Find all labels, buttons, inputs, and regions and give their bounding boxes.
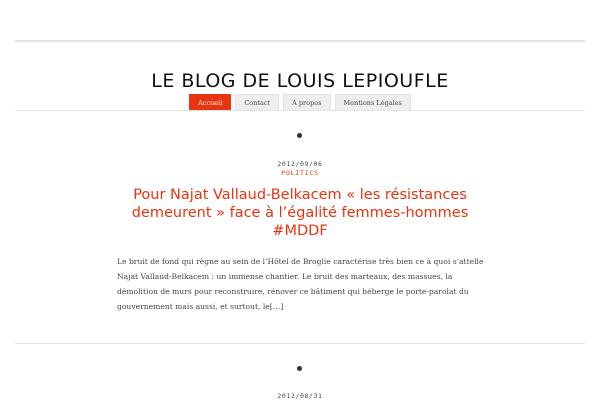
- nav-item-accueil[interactable]: Accueil: [189, 94, 231, 111]
- post-date: 2012/08/31: [277, 392, 323, 400]
- post-date: 2012/09/06: [277, 160, 323, 168]
- post-excerpt: Le bruit de fond qui règne au sein de l’Hôtel de Broglie caractérise très bien ce à quoi s’attelle Najat Vallaud-Belkacem : un immense chantier. Le bruit des marteaux, des massues, la démolition de murs pour reconstruire, rénover ce bâtiment qui héberge le porte-parolat du gouvernement mais aussi, et surtout, le[…]: [117, 257, 484, 311]
- nav-bottom-rule: [15, 110, 585, 111]
- nav-item-mentions-legales[interactable]: Mentions Légales: [335, 94, 411, 111]
- header-top-rule: [15, 40, 585, 42]
- nav-item-contact[interactable]: Contact: [235, 94, 279, 111]
- post-bullet-icon: [297, 366, 302, 371]
- post-category-link[interactable]: POLITICS: [281, 169, 319, 177]
- post-separator: [15, 343, 585, 344]
- main-nav: [0, 94, 600, 111]
- post-bullet-icon: [297, 133, 302, 138]
- nav-item-a-propos[interactable]: À propos: [283, 94, 330, 111]
- post-title-link[interactable]: Pour Najat Vallaud-Belkacem « les résistances demeurent » face à l’égalité femmes-hommes #MDDF: [131, 187, 469, 239]
- site-title[interactable]: LE BLOG DE LOUIS LEPIOUFLE: [151, 70, 449, 92]
